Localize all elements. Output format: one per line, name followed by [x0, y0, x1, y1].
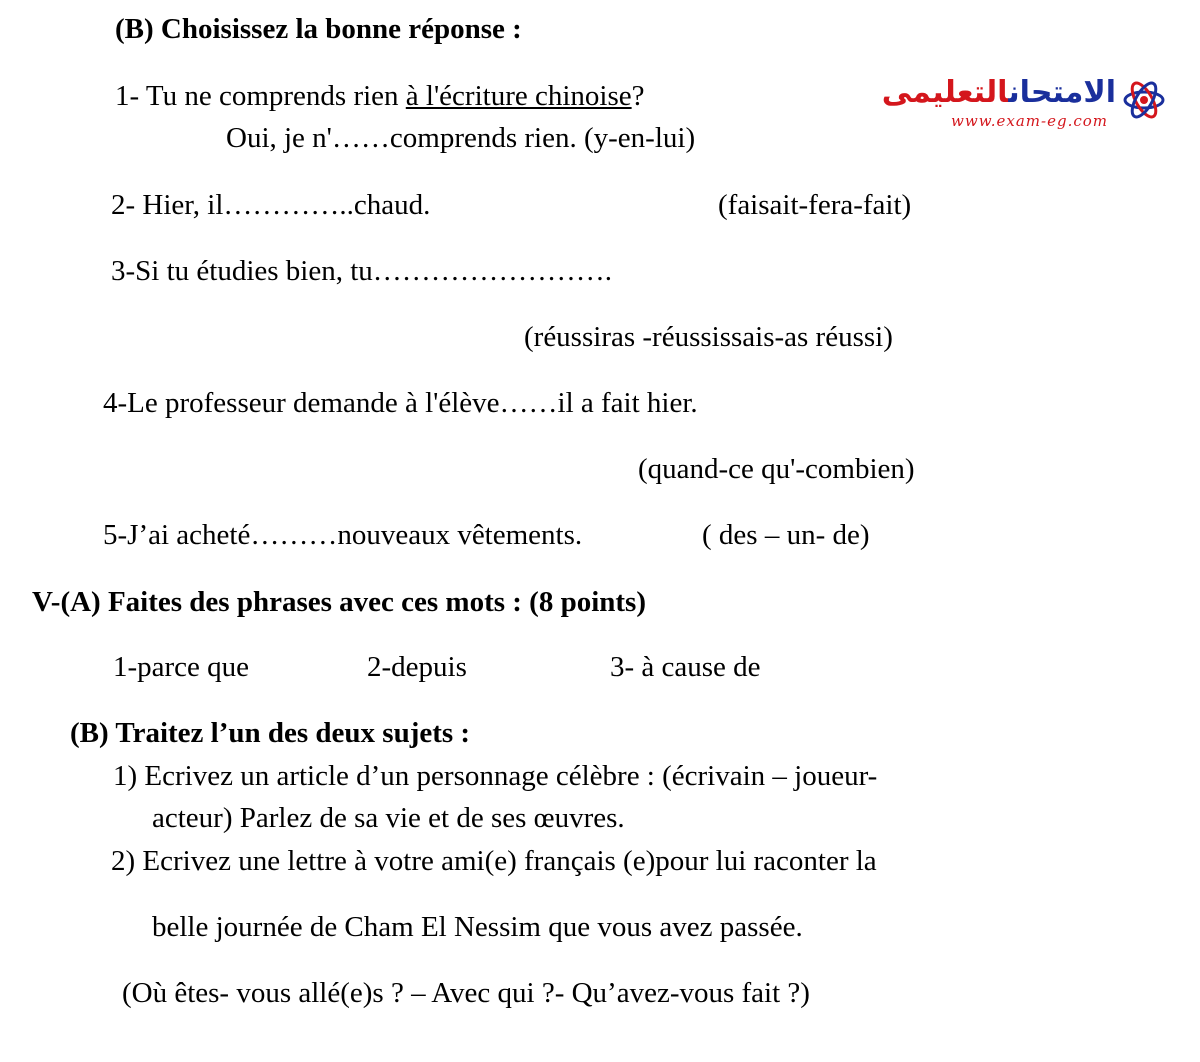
subject-2-line-1: 2) Ecrivez une lettre à votre ami(e) français (e)pour lui raconter la: [111, 845, 877, 877]
question-1: [115, 79, 645, 113]
question-3-choices: (réussiras -réussissais-as réussi): [524, 321, 893, 353]
exam-eg-logo: [876, 74, 1166, 140]
question-4: 4-Le professeur demande à l'élève……il a fait hier.: [103, 387, 698, 419]
subject-1-line-1: 1) Ecrivez un article d’un personnage célèbre : (écrivain – joueur-: [113, 760, 878, 792]
question-1-underlined: à l'écriture chinoise: [405, 80, 632, 112]
logo-arabic-text: [882, 76, 1116, 110]
question-2-choices: (faisait-fera-fait): [718, 189, 912, 221]
question-2: 2- Hier, il…………..chaud.: [111, 189, 431, 221]
atom-icon: [1122, 78, 1166, 122]
question-1-answer: Oui, je n'……comprends rien. (y-en-lui): [226, 122, 696, 154]
subject-2-line-2: belle journée de Cham El Nessim que vous avez passée.: [152, 911, 803, 943]
question-5-choices: ( des – un- de): [702, 519, 870, 551]
word-3: 3- à cause de: [610, 651, 761, 683]
question-5: 5-J’ai acheté………nouveaux vêtements.: [103, 519, 583, 551]
section-v-a-title: V-(A) Faites des phrases avec ces mots : (8 points): [32, 586, 646, 618]
question-4-choices: (quand-ce qu'-combien): [638, 453, 915, 485]
logo-url: www.exam-eg.com: [951, 112, 1108, 130]
section-v-b-title: (B) Traitez l’un des deux sujets :: [70, 717, 471, 749]
question-1-text: 1- Tu ne comprends rien: [115, 80, 406, 112]
subject-1-line-2: acteur) Parlez de sa vie et de ses œuvres.: [152, 802, 625, 834]
question-1-end: ?: [631, 80, 645, 112]
subject-2-line-3: (Où êtes- vous allé(e)s ? – Avec qui ?- Qu’avez-vous fait ?): [122, 977, 810, 1009]
question-3: 3-Si tu étudies bien, tu…………………….: [111, 255, 613, 287]
section-b-title: (B) Choisissez la bonne réponse :: [115, 13, 522, 45]
word-2: 2-depuis: [367, 651, 467, 683]
logo-arabic-blue: الامتحان: [1008, 75, 1116, 110]
logo-arabic-red: التعليمى: [881, 75, 1009, 110]
word-1: 1-parce que: [113, 651, 250, 683]
